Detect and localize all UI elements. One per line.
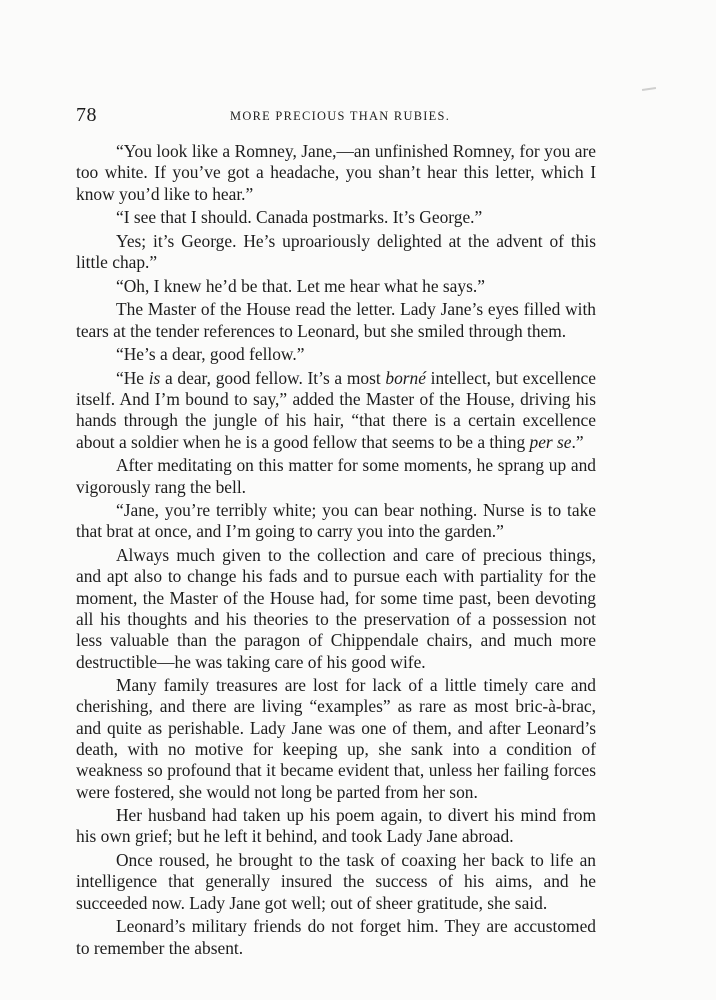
text-run: “He — [116, 367, 149, 388]
paragraph — [76, 850, 596, 914]
text-run: Leonard’s military friends do not forget him. They are accustomed to remember the absent. — [76, 916, 596, 958]
text-run: “Jane, you’re terribly white; you can bear nothing. Nurse is to take that brat at once, and I’m going to carry you into the garden.” — [76, 500, 596, 542]
text-run: Many family treasures are lost for lack of a little timely care and cherishing, and there are living “examples” as rare as most bric-à-brac, and quite as perishable. Lady Jane was one of them, and after Leonard’s death, with no motive for keeping up, she sank into a condition of weakness so profound that it became evident that, unless her failing forces were fostered, she would not long be parted from her son. — [76, 675, 596, 802]
text-run: After meditating on this matter for some moments, he sprang up and vigorously rang the bell. — [76, 455, 596, 497]
text-run: “He’s a dear, good fellow.” — [116, 344, 305, 365]
running-head: MORE PRECIOUS THAN RUBIES. — [230, 109, 451, 123]
paragraph — [76, 207, 596, 228]
italic-text: per se — [529, 431, 572, 452]
text-run: intellect, but excellence itself. And I’m bound to say,” added the Master of the House, driving his hands through the jungle of his hair, “that there is a certain excellence about a soldier when he is a good fellow that seems to be a thing — [76, 367, 596, 452]
text-run: Always much given to the collection and care of precious things, and apt also to change his fads and to pursue each with partiality for the moment, the Master of the House had, for some time past, been devoting all his thoughts and his theories to the preservation of a possession not less valuable than the paragon of Chippendale chairs, and much more destructible—he was taking care of his good wife. — [76, 545, 596, 672]
text-run: Yes; it’s George. He’s uproariously delighted at the advent of this little chap.” — [76, 230, 596, 273]
text-run: Once roused, he brought to the task of coaxing her back to life an intelligence that generally insured the success of his aims, and he succeeded now. Lady Jane got well; out of sheer gratitude, she said. — [76, 850, 596, 913]
paragraph — [76, 916, 596, 959]
page-number: 78 — [76, 104, 97, 126]
italic-text: borné — [385, 367, 426, 388]
paragraph — [76, 545, 596, 673]
paragraph — [76, 805, 596, 848]
paragraph — [76, 675, 596, 803]
text-run: “I see that I should. Canada postmarks. It’s George.” — [116, 207, 483, 228]
paragraph — [76, 344, 596, 365]
body-text — [76, 141, 596, 959]
paragraph — [76, 500, 596, 543]
text-run: “You look like a Romney, Jane,—an unfinished Romney, for you are too white. If you’ve got a headache, you shan’t hear this letter, which I know you’d like to hear.” — [76, 141, 596, 204]
paragraph — [76, 276, 596, 297]
text-run: a dear, good fellow. It’s a most — [160, 367, 386, 388]
paragraph — [76, 455, 596, 498]
scan-mark — [642, 87, 656, 91]
text-run: “Oh, I knew he’d be that. Let me hear what he says.” — [116, 275, 485, 296]
paragraph — [76, 141, 596, 205]
text-run: The Master of the House read the letter. Lady Jane’s eyes filled with tears at the tender references to Leonard, but she smiled through them. — [76, 299, 596, 341]
paragraph — [76, 231, 596, 274]
italic-text: is — [148, 367, 161, 388]
paragraph — [76, 368, 596, 453]
paragraph — [76, 299, 596, 342]
page-header — [76, 104, 596, 134]
text-run: Her husband had taken up his poem again, to divert his mind from his own grief; but he left it behind, and took Lady Jane abroad. — [76, 805, 596, 847]
text-run: .” — [571, 431, 584, 452]
